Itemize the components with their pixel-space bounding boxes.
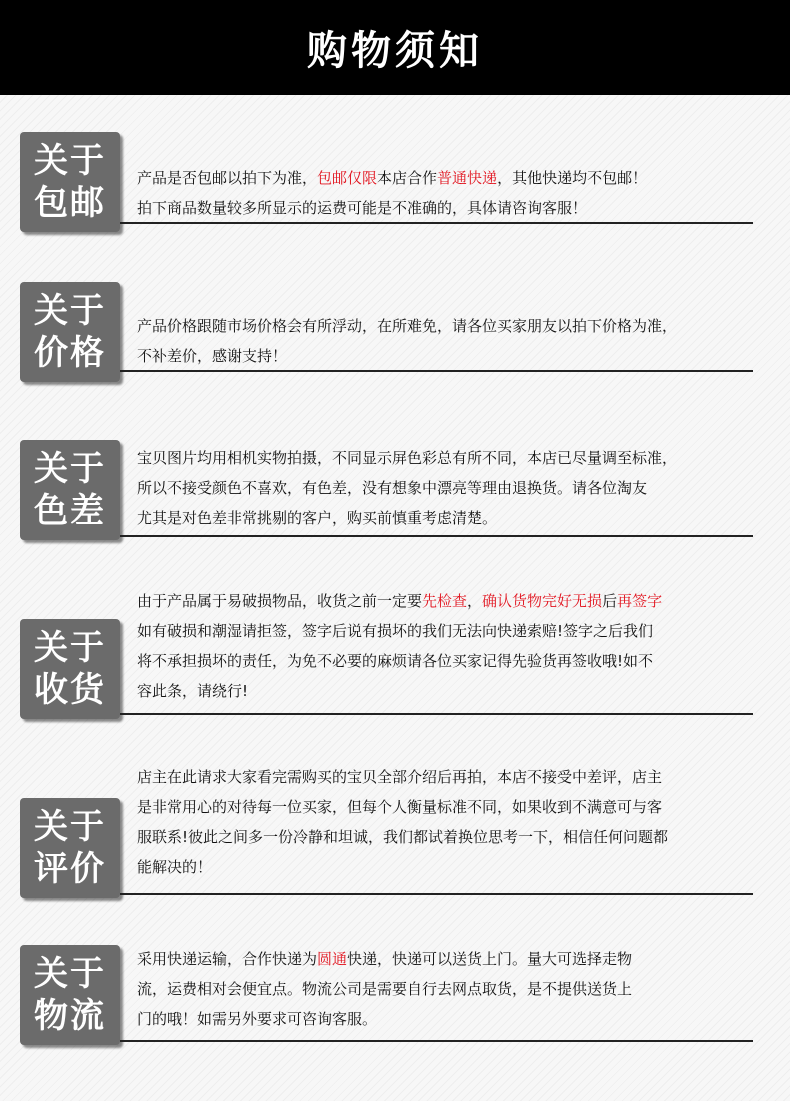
badge-label-bottom: 评价 <box>34 849 106 889</box>
badge-label-bottom: 价格 <box>34 333 106 373</box>
text-line <box>137 974 777 1004</box>
text-line <box>137 311 777 341</box>
section-text-review <box>137 762 777 882</box>
text-line <box>137 163 777 193</box>
text-segment: 快递，快递可以送货上门。量大可选择走物 <box>347 950 633 968</box>
highlight-text: 再签字 <box>617 592 663 610</box>
badge-label-top: 关于 <box>34 628 106 668</box>
text-segment: 不补差价，感谢支持！ <box>137 347 288 365</box>
text-segment: 所以不接受颜色不喜欢，有色差，没有想象中漂亮等理由退换货。请各位淘友 <box>137 479 648 497</box>
text-line <box>137 616 777 646</box>
text-line <box>137 646 777 676</box>
text-segment: 是非常用心的对待每一位买家，但每个人衡量标准不同，如果收到不满意可与客 <box>137 798 663 816</box>
section-text-color <box>137 443 777 533</box>
badge-label-top: 关于 <box>34 954 106 994</box>
text-segment: 服联系!彼此之间多一份冷静和坦诚，我们都试着换位思考一下，相信任何问题都 <box>137 828 669 846</box>
badge-shipping <box>20 132 120 232</box>
text-line <box>137 852 777 882</box>
badge-label-bottom: 色差 <box>34 491 106 531</box>
text-segment: 由于产品属于易破损物品，收货之前一定要 <box>137 592 423 610</box>
section-text-price <box>137 311 777 371</box>
highlight-text: 先检查 <box>422 592 468 610</box>
text-segment: 宝贝图片均用相机实物拍摄，不同显示屏色彩总有所不同，本店已尽量调至标准， <box>137 449 678 467</box>
section-divider <box>120 1040 753 1042</box>
text-line <box>137 944 777 974</box>
section-divider <box>120 713 753 715</box>
text-segment: 门的哦！如需另外要求可咨询客服。 <box>137 1010 378 1028</box>
text-segment: 后 <box>602 592 618 610</box>
text-segment: ， <box>467 592 483 610</box>
text-segment: 本店合作 <box>377 169 438 187</box>
text-segment: 产品是否包邮以拍下为准， <box>137 169 318 187</box>
section-divider <box>120 222 753 224</box>
badge-logistics <box>20 945 120 1045</box>
highlight-text: 确认货物完好无损 <box>482 592 603 610</box>
text-segment: 产品价格跟随市场价格会有所浮动，在所难免，请各位买家朋友以拍下价格为准， <box>137 317 678 335</box>
text-segment: 将不承担损坏的责任，为免不必要的麻烦请各位买家记得先验货再签收哦!如不 <box>137 652 654 670</box>
text-line <box>137 193 777 223</box>
text-line <box>137 676 777 706</box>
text-line <box>137 443 777 473</box>
text-line <box>137 792 777 822</box>
text-segment: 如有破损和潮湿请拒签，签字后说有损坏的我们无法向快递索赔!签字之后我们 <box>137 622 654 640</box>
text-segment: 容此条，请绕行! <box>137 682 249 700</box>
text-line <box>137 341 777 371</box>
highlight-text: 圆通 <box>317 950 348 968</box>
text-line <box>137 473 777 503</box>
text-line <box>137 586 777 616</box>
section-divider <box>120 370 753 372</box>
badge-price <box>20 282 120 382</box>
text-line <box>137 503 777 533</box>
badge-label-top: 关于 <box>34 449 106 489</box>
section-divider <box>120 535 753 537</box>
section-divider <box>120 893 753 895</box>
badge-label-top: 关于 <box>34 141 106 181</box>
highlight-text: 普通快递 <box>437 169 498 187</box>
section-text-receipt <box>137 586 777 706</box>
badge-review <box>20 798 120 898</box>
text-line <box>137 822 777 852</box>
text-segment: 店主在此请求大家看完需购买的宝贝全部介绍后再拍，本店不接受中差评，店主 <box>137 768 663 786</box>
section-text-logistics <box>137 944 777 1034</box>
badge-label-bottom: 物流 <box>34 996 106 1036</box>
section-text-shipping <box>137 163 777 223</box>
text-segment: 流，运费相对会便宜点。物流公司是需要自行去网点取货，是不提供送货上 <box>137 980 633 998</box>
text-line <box>137 1004 777 1034</box>
page-header <box>0 0 790 95</box>
text-segment: 采用快递运输，合作快递为 <box>137 950 318 968</box>
text-line <box>137 762 777 792</box>
badge-color <box>20 440 120 540</box>
page-title: 购物须知 <box>307 28 483 74</box>
badge-label-top: 关于 <box>34 807 106 847</box>
badge-receipt <box>20 619 120 719</box>
badge-label-bottom: 包邮 <box>34 183 106 223</box>
text-segment: 尤其是对色差非常挑剔的客户，购买前慎重考虑清楚。 <box>137 509 498 527</box>
text-segment: 拍下商品数量较多所显示的运费可能是不准确的，具体请咨询客服！ <box>137 199 588 217</box>
text-segment: 能解决的！ <box>137 858 213 876</box>
text-segment: ，其他快递均不包邮！ <box>497 169 648 187</box>
badge-label-bottom: 收货 <box>34 670 106 710</box>
badge-label-top: 关于 <box>34 291 106 331</box>
highlight-text: 包邮仅限 <box>317 169 378 187</box>
